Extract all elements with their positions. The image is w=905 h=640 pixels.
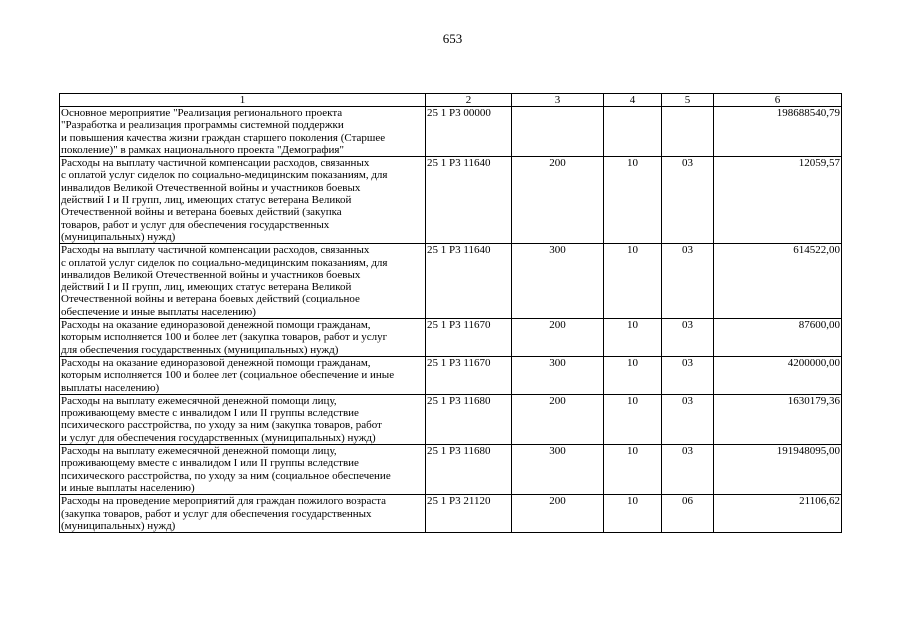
expense-type bbox=[512, 107, 604, 157]
subsection-code: 03 bbox=[662, 157, 714, 244]
section-code: 10 bbox=[604, 394, 662, 444]
table-row bbox=[60, 107, 842, 157]
row-description: Расходы на выплату ежемесячной денежной помощи лицу, проживающему вместе с инвалидом I или II группы вследствие психического расстройства, по уходу за ним (закупка товаров, работ и услуг для обеспечения государственных (муниципальных) нужд) bbox=[60, 394, 426, 444]
row-description: Расходы на выплату частичной компенсации расходов, связанных с оплатой услуг сиделок по социально-медицинским показаниям, для инвалидов Великой Отечественной войны и участников боевых действий I и II групп, лиц, имеющих статус ветерана Великой Отечественной войны и ветерана боевых действий (социальное обеспечение и иные выплаты населению) bbox=[60, 244, 426, 319]
budget-table bbox=[59, 93, 842, 533]
subsection-code: 03 bbox=[662, 244, 714, 319]
row-description: Расходы на оказание единоразовой денежной помощи гражданам, которым исполняется 100 и более лет (социальное обеспечение и иные выплаты населению) bbox=[60, 356, 426, 394]
column-header: 4 bbox=[604, 94, 662, 107]
expense-type: 200 bbox=[512, 495, 604, 533]
table-row bbox=[60, 157, 842, 244]
amount: 191948095,00 bbox=[714, 445, 842, 495]
page-number: 653 bbox=[442, 31, 463, 46]
expense-type: 300 bbox=[512, 356, 604, 394]
target-article-code: 25 1 P3 00000 bbox=[426, 107, 512, 157]
amount: 198688540,79 bbox=[714, 107, 842, 157]
table-row bbox=[60, 445, 842, 495]
table-row bbox=[60, 319, 842, 357]
section-code: 10 bbox=[604, 356, 662, 394]
section-code bbox=[604, 107, 662, 157]
section-code: 10 bbox=[604, 157, 662, 244]
amount: 87600,00 bbox=[714, 319, 842, 357]
section-code: 10 bbox=[604, 319, 662, 357]
subsection-code: 03 bbox=[662, 319, 714, 357]
table-row bbox=[60, 394, 842, 444]
section-code: 10 bbox=[604, 244, 662, 319]
expense-type: 300 bbox=[512, 244, 604, 319]
header-row bbox=[60, 94, 842, 107]
subsection-code: 06 bbox=[662, 495, 714, 533]
amount: 4200000,00 bbox=[714, 356, 842, 394]
subsection-code: 03 bbox=[662, 356, 714, 394]
row-description: Основное мероприятие "Реализация регионального проекта "Разработка и реализация программы системной поддержки и повышения качества жизни граждан старшего поколения (Старшее поколение)" в рамках национального проекта "Демография" bbox=[60, 107, 426, 157]
target-article-code: 25 1 P3 11640 bbox=[426, 244, 512, 319]
column-header: 5 bbox=[662, 94, 714, 107]
expense-type: 200 bbox=[512, 157, 604, 244]
expense-type: 200 bbox=[512, 319, 604, 357]
subsection-code: 03 bbox=[662, 445, 714, 495]
section-code: 10 bbox=[604, 445, 662, 495]
amount: 12059,57 bbox=[714, 157, 842, 244]
target-article-code: 25 1 P3 11680 bbox=[426, 445, 512, 495]
row-description: Расходы на оказание единоразовой денежной помощи гражданам, которым исполняется 100 и более лет (закупка товаров, работ и услуг для обеспечения государственных (муниципальных) нужд) bbox=[60, 319, 426, 357]
table-row bbox=[60, 356, 842, 394]
subsection-code bbox=[662, 107, 714, 157]
subsection-code: 03 bbox=[662, 394, 714, 444]
target-article-code: 25 1 P3 21120 bbox=[426, 495, 512, 533]
row-description: Расходы на проведение мероприятий для граждан пожилого возраста (закупка товаров, работ и услуг для обеспечения государственных (муниципальных) нужд) bbox=[60, 495, 426, 533]
target-article-code: 25 1 P3 11670 bbox=[426, 356, 512, 394]
section-code: 10 bbox=[604, 495, 662, 533]
row-description: Расходы на выплату ежемесячной денежной помощи лицу, проживающему вместе с инвалидом I или II группы вследствие психического расстройства, по уходу за ним (социальное обеспечение и иные выплаты населению) bbox=[60, 445, 426, 495]
amount: 1630179,36 bbox=[714, 394, 842, 444]
target-article-code: 25 1 P3 11670 bbox=[426, 319, 512, 357]
target-article-code: 25 1 P3 11680 bbox=[426, 394, 512, 444]
table-row bbox=[60, 495, 842, 533]
expense-type: 300 bbox=[512, 445, 604, 495]
amount: 21106,62 bbox=[714, 495, 842, 533]
column-header: 2 bbox=[426, 94, 512, 107]
target-article-code: 25 1 P3 11640 bbox=[426, 157, 512, 244]
column-header: 1 bbox=[60, 94, 426, 107]
expense-type: 200 bbox=[512, 394, 604, 444]
column-header: 6 bbox=[714, 94, 842, 107]
amount: 614522,00 bbox=[714, 244, 842, 319]
column-header: 3 bbox=[512, 94, 604, 107]
table-row bbox=[60, 244, 842, 319]
row-description: Расходы на выплату частичной компенсации расходов, связанных с оплатой услуг сиделок по социально-медицинским показаниям, для инвалидов Великой Отечественной войны и участников боевых действий I и II групп, лиц, имеющих статус ветерана Великой Отечественной войны и ветерана боевых действий (закупка товаров, работ и услуг для обеспечения государственных (муниципальных) нужд) bbox=[60, 157, 426, 244]
